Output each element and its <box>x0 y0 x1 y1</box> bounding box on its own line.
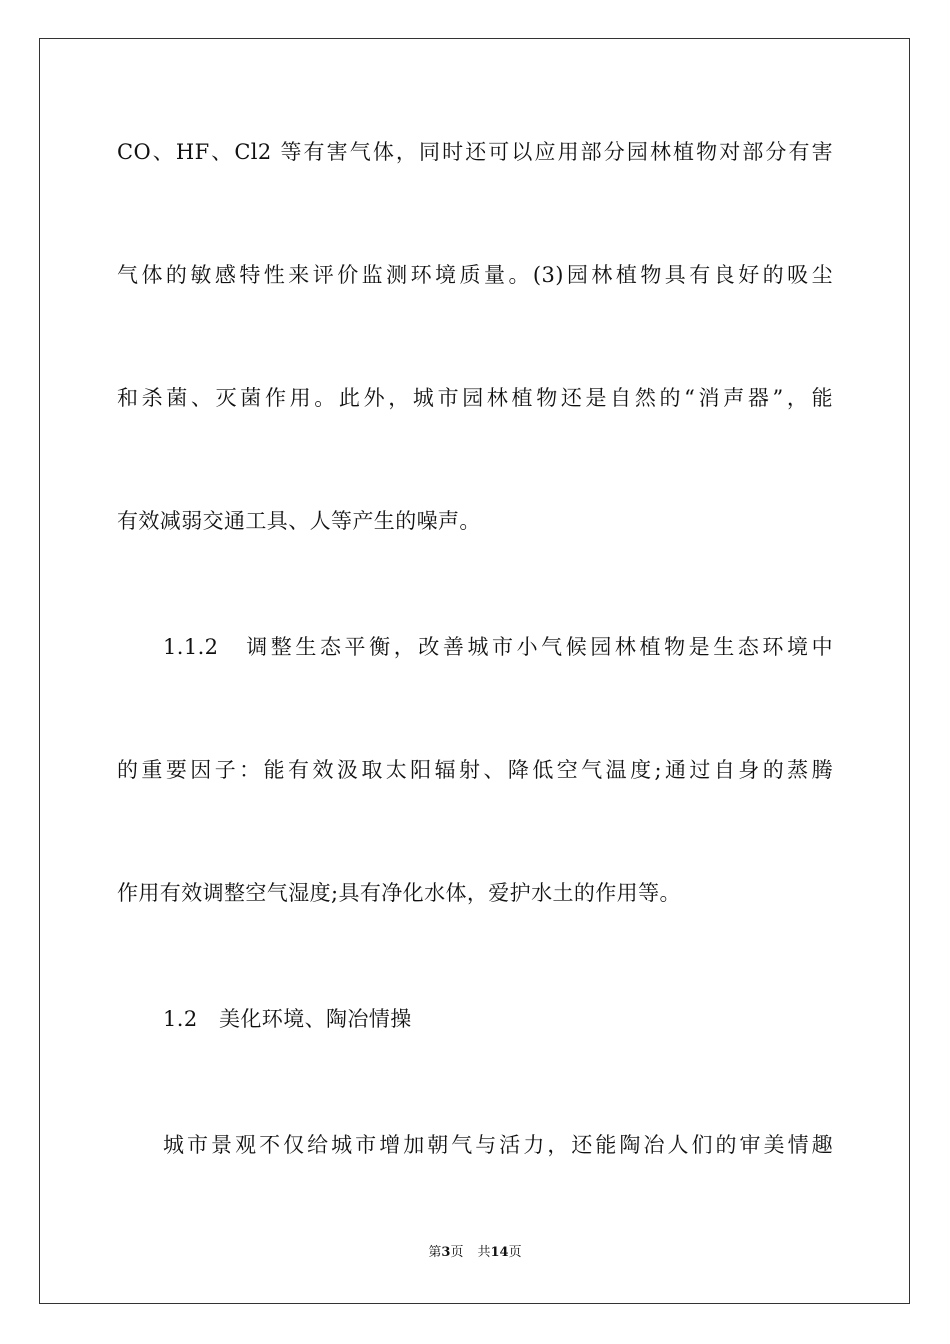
page-footer <box>0 1244 950 1262</box>
section-heading-1-1-2: 1.1.2 调整生态平衡，改善城市小气候园林植物是生态环境中 <box>163 635 833 659</box>
page-border <box>39 38 910 1304</box>
footer-total-prefix: 共 <box>477 1245 491 1260</box>
body-line-4: 有效减弱交通工具、人等产生的噪声。 <box>117 509 481 533</box>
footer-total-suffix: 页 <box>508 1245 522 1260</box>
body-line-9: 城市景观不仅给城市增加朝气与活力，还能陶冶人们的审美情趣 <box>163 1133 833 1157</box>
body-line-7: 作用有效调整空气湿度;具有净化水体，爱护水土的作用等。 <box>117 881 681 905</box>
section-heading-1-2: 1.2 美化环境、陶冶情操 <box>163 1007 412 1031</box>
body-line-2: 气体的敏感特性来评价监测环境质量。(3)园林植物具有良好的吸尘 <box>117 263 833 287</box>
body-line-1: CO、HF、Cl2 等有害气体，同时还可以应用部分园林植物对部分有害 <box>117 140 833 164</box>
body-line-3: 和杀菌、灭菌作用。此外，城市园林植物还是自然的“消声器”，能 <box>117 386 833 410</box>
footer-page-suffix: 页 <box>450 1245 464 1260</box>
footer-page-prefix: 第 <box>428 1245 442 1260</box>
body-line-6: 的重要因子：能有效汲取太阳辐射、降低空气温度;通过自身的蒸腾 <box>117 758 833 782</box>
footer-total-pages: 14 <box>490 1245 509 1260</box>
footer-page-number: 3 <box>441 1245 451 1260</box>
